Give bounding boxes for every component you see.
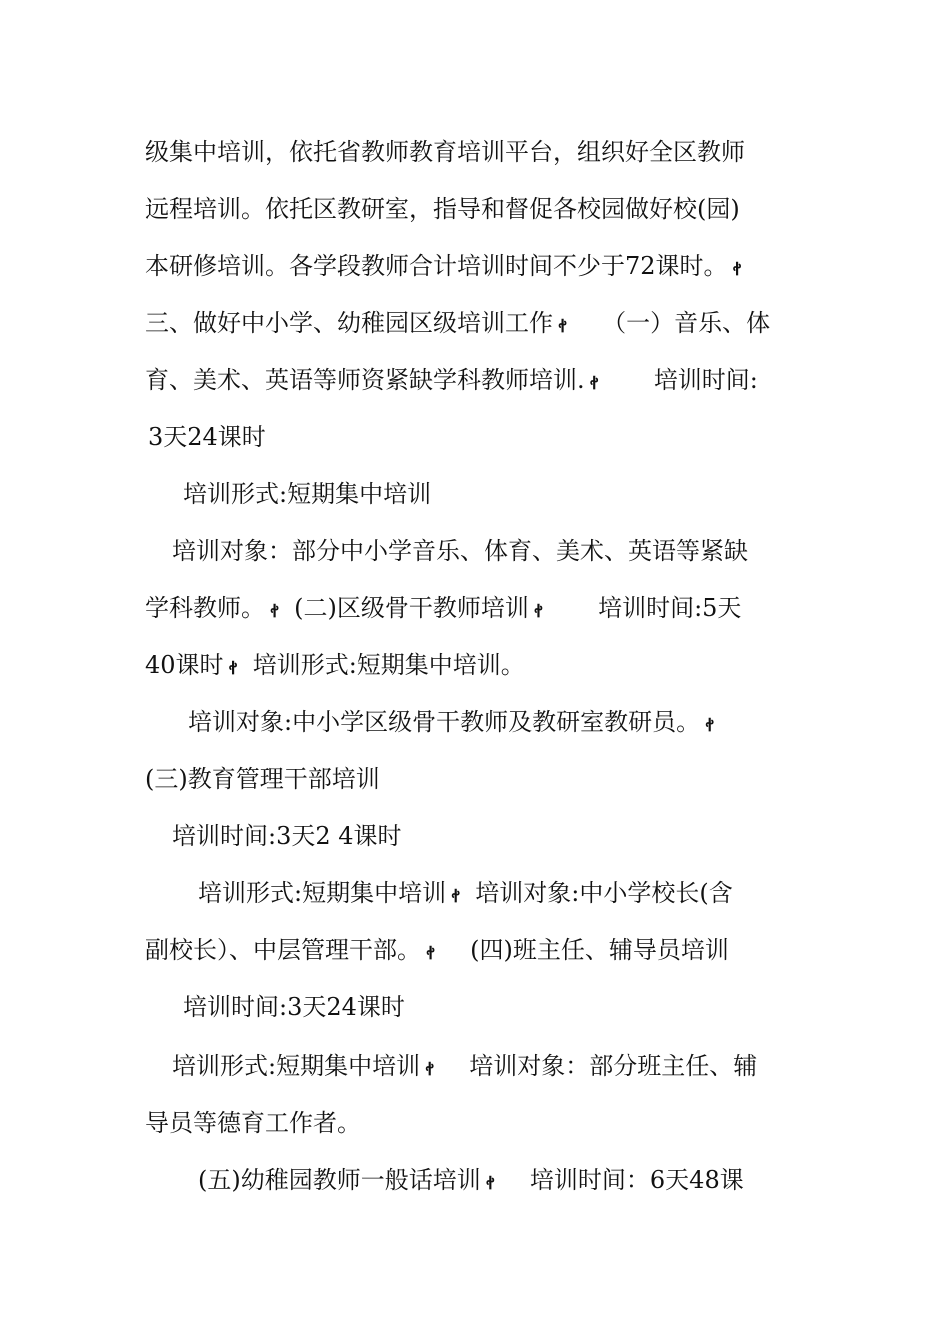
text-line — [145, 132, 810, 172]
paragraph-mark-icon: ꬷ — [486, 1174, 494, 1194]
text-segment: 副校长）、中层管理干部。 — [145, 936, 421, 964]
text-segment: 远程培训。依托区教研室，指导和督促各校园做好校(园) — [145, 195, 740, 223]
text-segment: 导员等德育工作者。 — [145, 1109, 361, 1137]
paragraph-mark-icon: ꬷ — [733, 260, 741, 280]
text-line — [198, 1160, 863, 1200]
text-segment: 培训形式:短期集中培训 — [198, 879, 447, 907]
text-segment: 培训对象:中小学区级骨干教师及教研室教研员。 — [188, 708, 701, 736]
text-segment: 培训形式:短期集中培训 — [172, 1052, 421, 1080]
text-line — [145, 930, 810, 970]
text-line — [145, 303, 810, 343]
text-segment: 级集中培训，依托省教师教育培训平台，组织好全区教师 — [145, 138, 745, 166]
text-segment: 3天24课时 — [148, 423, 266, 451]
text-line — [172, 1046, 837, 1086]
paragraph-mark-icon: ꬷ — [452, 887, 460, 907]
paragraph-mark-icon: ꬷ — [229, 659, 237, 679]
text-line — [172, 531, 837, 571]
text-segment: 40课时 — [145, 651, 224, 679]
subsection-heading: （一）音乐、体 — [602, 309, 771, 337]
paragraph-mark-icon: ꬷ — [590, 374, 598, 394]
text-segment: 培训时间：6天48课 — [529, 1166, 744, 1194]
paragraph-mark-icon: ꬷ — [427, 944, 435, 964]
text-line — [188, 702, 853, 742]
text-segment: 培训时间:3天2 4课时 — [172, 822, 402, 850]
text-line — [145, 588, 810, 628]
text-line — [183, 987, 848, 1027]
text-line — [145, 645, 810, 685]
text-segment: 本研修培训。各学段教师合计培训时间不少于72课时。 — [145, 252, 728, 280]
subsection-heading: (四)班主任、辅导员培训 — [470, 936, 729, 964]
text-line — [145, 1103, 810, 1143]
text-line — [145, 246, 810, 286]
text-segment: 培训对象：部分中小学音乐、体育、美术、英语等紧缺 — [172, 537, 748, 565]
paragraph-mark-icon: ꬷ — [271, 602, 279, 622]
paragraph-mark-icon: ꬷ — [534, 602, 543, 622]
section-heading: 三、做好中小学、幼稚园区级培训工作 — [145, 309, 553, 337]
text-segment: 育、美术、英语等师资紧缺学科教师培训. — [145, 366, 585, 394]
text-segment: 培训时间:5天 — [598, 594, 742, 622]
text-line — [145, 360, 810, 400]
paragraph-mark-icon: ꬷ — [706, 716, 714, 736]
text-line — [145, 189, 810, 229]
text-segment: 培训对象:中小学校长(含 — [475, 879, 733, 907]
text-segment: 学科教师。 — [145, 594, 265, 622]
paragraph-mark-icon: ꬷ — [426, 1060, 434, 1080]
text-line — [183, 474, 848, 514]
text-segment: 培训形式:短期集中培训 — [183, 480, 432, 508]
text-segment: 培训时间: — [653, 366, 758, 394]
text-line — [198, 873, 863, 913]
text-segment: 培训形式:短期集中培训。 — [252, 651, 525, 679]
text-line — [172, 816, 837, 856]
text-segment: 培训对象：部分班主任、辅 — [469, 1052, 758, 1080]
text-line — [145, 759, 810, 799]
paragraph-mark-icon: ꬷ — [559, 317, 567, 337]
subsection-heading: (五)幼稚园教师一般话培训 — [198, 1166, 481, 1194]
text-segment: 培训时间:3天24课时 — [183, 993, 405, 1021]
subsection-heading: (二)区级骨干教师培训 — [294, 594, 529, 622]
subsection-heading: (三)教育管理干部培训 — [145, 765, 380, 793]
text-line — [148, 417, 813, 457]
